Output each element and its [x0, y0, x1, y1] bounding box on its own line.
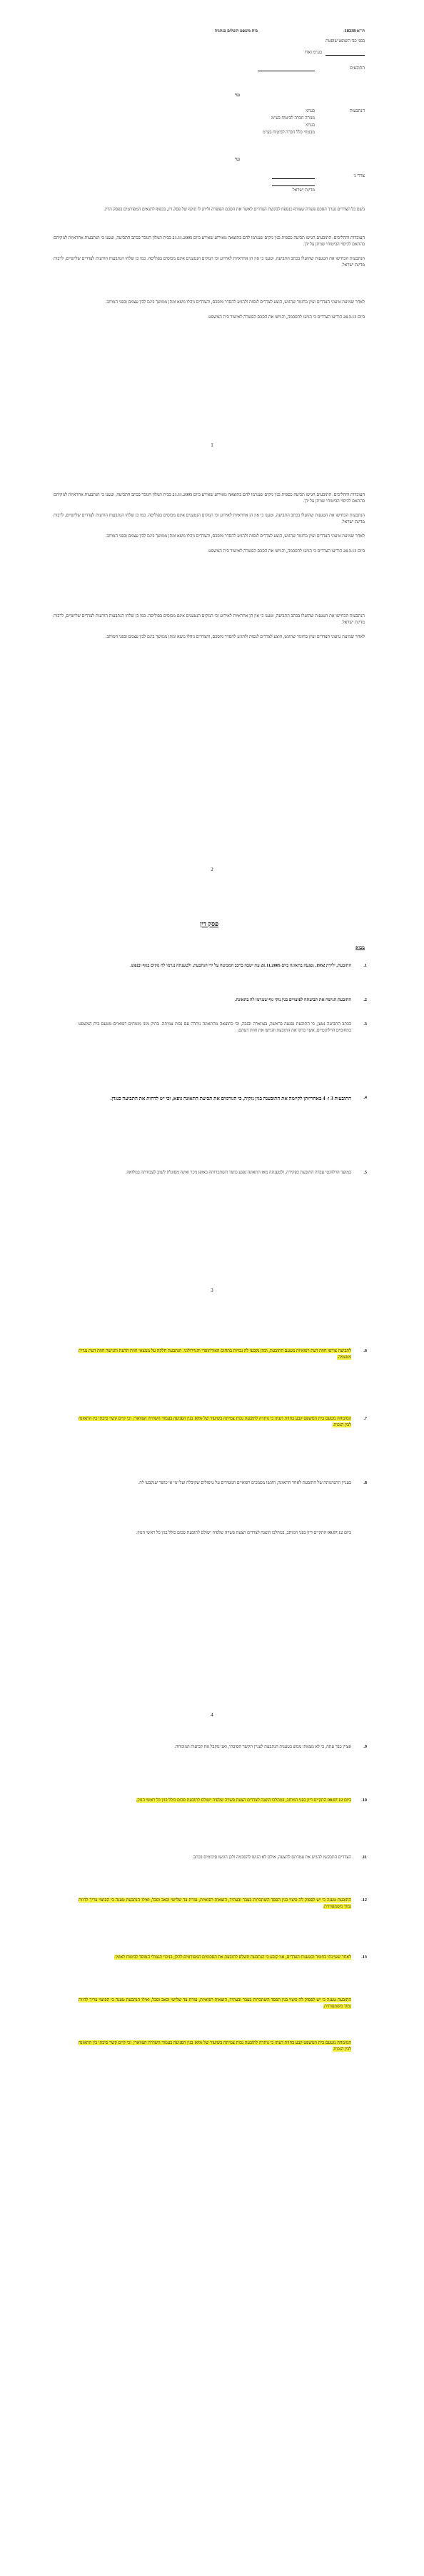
court-name: בית משפט השלום בנתניה [214, 29, 258, 34]
section-10: 10. ביום 08.07.12 התקיים דיון בפני המותב, במהלכו הוצגה לצדדים הצעת פשרה שלפיה ישולם לתובעת סכום כולל בגין כל ראשי הנזק. [136, 1798, 367, 1803]
section-3: 3. בכתב התביעה נטען, כי התובעת נפגעה בראשה, בצווארה ובגבה, וכי כתוצאה מהתאונה נותרה עם נכות צמיתה. בתיק מונו מומחים רפואיים מטעם בית המשפט בתחומים הרלוונטיים, אשר בדקו את התובעת והגישו את חוות דעתם. [79, 1022, 367, 1033]
section-6: 6. לתביעה צורפו חוות דעת רפואיות מטעם התובעת, ובהן נקבעו לה נכויות בתחום האורתופדי והנוירולוגי. הנתבעת חלקה על ממצאי חוות הדעת והגישה חוות דעת נגדית מטעמה. [79, 1348, 367, 1360]
case-number: ת"א 18238- [343, 29, 365, 34]
document-page: ת"א 18238- בית משפט השלום בנתניה בפני כב' השופט שופטת בע"מ ואח' התובעים נגד הנתבעות בע"מ מנורה חברה לביטוח בע"מ בע"מ מבטחי כלל חברה לביטוח בע"מ נגד צדדי ג' מדינת ישראל בשם כל הצדדים נערך הסכם פשרה שצורף כנספח לבקשת הצדדים לאשר את הסכם הפשרה וליתן לו תוקף של פסק דין, בכפוף לתנאים המפורטים בפסק הדין. העובדות וההליכים: התובעים הגישו תביעה כספית בגין נזקים שנגרמו להם כתוצאה מאירוע שאירע ביום 21.11.2005 בבית המלון הנזכר בכתב התביעה, וטענו כי הנתבעות אחראיות לנזקיהם בהתאם לכיסוי הביטוחי שניתן על ידן. הנתבעות הכחישו את הטענות שהועלו בכתב התביעה, וטענו כי אין הן אחראיות לאירוע וכי הנזקים הנטענים אינם מכוסים בפוליסה. כמו כן שלחו הנתבעות הודעות לצדדים שלישיים, לרבות מדינת ישראל. לאחר שמיעת טיעוני הצדדים ועיון בחומר שהוגש, הוצע לצדדים לנסות ולהגיע להסדר מוסכם, והצדדים ניהלו משא ומתן ממושך בינם לבין עצמם ובפני המותב. ביום 24.3.13 הודיעו הצדדים כי הגיעו להסכמה, והגישו את הסכם הפשרה לאישור בית המשפט. 1 העובדות וההליכים: התובעים הגישו תביעה כספית בגין נזקים שנגרמו להם כתוצאה מאירוע שאירע ביום 21.11.2005 בבית המלון הנזכר בכתב התביעה, וטענו כי הנתבעות אחראיות לנזקיהם בהתאם לכיסוי הביטוחי שניתן על ידן. הנתבעות הכחישו את הטענות שהועלו בכתב התביעה, וטענו כי אין הן אחראיות לאירוע וכי הנזקים הנטענים אינם מכוסים בפוליסה. כמו כן שלחו הנתבעות הודעות לצדדים שלישיים, לרבות מדינת ישראל. לאחר שמיעת טיעוני הצדדים ועיון בחומר שהוגש, הוצע לצדדים לנסות ולהגיע להסדר מוסכם, והצדדים ניהלו משא ומתן ממושך בינם לבין עצמם ובפני המותב. ביום 24.3.13 הודיעו הצדדים כי הגיעו להסכמה, והגישו את הסכם הפשרה לאישור בית המשפט. הנתבעות הכחישו את הטענות שהועלו בכתב התביעה, וטענו כי אין הן אחראיות לאירוע וכי הנזקים הנטענים אינם מכוסים בפוליסה. כמו כן שלחו הנתבעות הודעות לצדדים שלישיים, לרבות מדינת ישראל. לאחר שמיעת טיעוני הצדדים ועיון בחומר שהוגש, הוצע לצדדים לנסות ולהגיע להסדר מוסכם, והצדדים ניהלו משא ומתן ממושך בינם לבין עצמם ובפני המותב. 2 פסק דין מבוא 1. התובעת, ילידת 1952, נפגעה בתאונה ביום 21.11.2005 עת ישבה ברכב המבוטח על ידי הנתבעת, ולטענתה נגרמו לה נזקים בגוף ובנפש. 2. התובעת הגישה את תביעתה לפיצויים בגין נזקי גוף שנגרמו לה בתאונה. 3. בכתב התביעה נטען, כי התובעת נפגעה בראשה, בצווארה ובגבה, וכי כתוצאה מהתאונה נותרה עם נכות צמיתה. בתיק מונו מומחים רפואיים מטעם בית המשפט בתחומים הרלוונטיים, אשר בדקו את התובעת והגישו את חוות דעתם. 4. התובעות 3 ו- 4 באחריותן לקיומה את התובענה בגין נזקיה, כי הגורמים את תביעת התאונה גופא, וכי יש לדחות את התביעה כנגדן. 5. במועד הרלוונטי עבדה התובעת כפקידה, ולטענתה מאז התאונה נפגע כושר השתכרותה באופן ניכר ואינה מסוגלת לשוב לעבודתה במלואה. 3 6. לתביעה צורפו חוות דעת רפואיות מטעם התובעת, ובהן נקבעו לה נכויות בתחום האורתופדי והנוירולוגי. הנתבעת חלקה על ממצאי חוות הדעת והגישה חוות דעת נגדית מטעמה. 7. המומחה מטעם בית המשפט קבע בחוות דעתו כי נותרה לתובעת נכות צמיתה בשיעור של 10% בגין הפגיעה בעמוד השדרה הצווארי, וכי קיים קשר סיבתי בין התאונה לבין הנכות. 8. בעניין התנהגותה של התובעת לאחר התאונה, הוגשו מסמכים רפואיים המעידים על טיפולים שקיבלה ועל ימי אי כושר שנקבעו לה. ביום 08.07.12 התקיים דיון בפני המותב, במהלכו הוצגה לצדדים הצעת פשרה שלפיה ישולם לתובעת סכום כולל בגין כל ראשי הנזק. 4 9. אציין כבר עתה, כי לא מצאתי ממש בטענות הנתבעת לעניין הקשר הסיבתי, ואני מקבל את קביעות המומחה. 10. ביום 08.07.12 התקיים דיון בפני המותב, במהלכו הוצגה לצדדים הצעת פשרה שלפיה ישולם לתובעת סכום כולל בגין כל ראשי הנזק. 11. הצדדים התבקשו להגיש את עמדתם להצעה, אולם לא הגיעו להסכמה ולכן הוגשו סיכומים בכתב. 12. התובעת טענה כי יש לפסוק לה פיצוי בגין הפסד השתכרות בעבר ובעתיד, הוצאות רפואיות, עזרת צד שלישי וכאב וסבל, ואילו הנתבעת טענה כי הפיצוי צריך להיות נמוך משמעותית. 13. לאחר שעיינתי בחומר ובטענות הצדדים, אני קובע כי הנתבעת תשלם לתובעת את הסכומים המפורטים להלן, בניכוי תגמולי המוסד לביטוח לאומי. התובעת טענה כי יש לפסוק לה פיצוי בגין הפסד השתכרות בעבר ובעתיד, הוצאות רפואיות, עזרת צד שלישי וכאב וסבל, ואילו הנתבעת טענה כי הפיצוי צריך להיות נמוך משמעותית. המומחה מטעם בית המשפט קבע בחוות דעתו כי נותרה לתובעת נכות צמיתה בשיעור של 10% בגין הפגיעה בעמוד השדרה הצווארי, וכי קיים קשר סיבתי בין התאונה לבין הנכות. [0, 0, 424, 2576]
section-13c: המומחה מטעם בית המשפט קבע בחוות דעתו כי נותרה לתובעת נכות צמיתה בשיעור של 10% בגין הפגיעה בעמוד השדרה הצווארי, וכי קיים קשר סיבתי בין התאונה לבין הנכות. [79, 2040, 351, 2052]
versus-2: נגד [234, 157, 240, 162]
section-7: 7. המומחה מטעם בית המשפט קבע בחוות דעתו כי נותרה לתובעת נכות צמיתה בשיעור של 10% בגין הפגיעה בעמוד השדרה הצווארי, וכי קיים קשר סיבתי בין התאונה לבין הנכות. [79, 1416, 367, 1427]
intro-paragraphs: העובדות וההליכים: התובעים הגישו תביעה כספית בגין נזקים שנגרמו להם כתוצאה מאירוע שאירע ביום 21.11.2005 בבית המלון הנזכר בכתב התביעה, וטענו כי הנתבעות אחראיות לנזקיהם בהתאם לכיסוי הביטוחי שניתן על ידן. הנתבעות הכחישו את הטענות שהועלו בכתב התביעה, וטענו כי אין הן אחראיות לאירוע וכי הנזקים הנטענים אינם מכוסים בפוליסה. כמו כן שלחו הנתבעות הודעות לצדדים שלישיים, לרבות מדינת ישראל. [54, 235, 365, 268]
section-1: 1. התובעת, ילידת 1952, נפגעה בתאונה ביום 21.11.2005 עת ישבה ברכב המבוטח על ידי הנתבעת, ולטענתה נגרמו לה נזקים בגוף ובנפש. [130, 963, 367, 968]
case-header: ת"א 18238- בית משפט השלום בנתניה בפני כב' השופט שופטת בע"מ ואח' התובעים נגד הנתבעות בע"מ מנורה חברה לביטוח בע"מ בע"מ מבטחי כלל חברה לביטוח בע"מ נגד צדדי ג' מדינת ישראל בשם כל הצדדים נערך הסכם פשרה שצורף כנספח לבקשת הצדדים לאשר את הסכם הפשרה וליתן לו תוקף של פסק דין, בכפוף לתנאים המפורטים בפסק הדין. [54, 29, 365, 235]
section-8b: ביום 08.07.12 התקיים דיון בפני המותב, במהלכו הוצגה לצדדים הצעת פשרה שלפיה ישולם לתובעת סכום כולל בגין כל ראשי הנזק. [136, 1530, 351, 1535]
header-intro: בשם כל הצדדים נערך הסכם פשרה שצורף כנספח לבקשת הצדדים לאשר את הסכם הפשרה וליתן לו תוקף של פסק דין, בכפוף לתנאים המפורטים בפסק הדין. [104, 207, 365, 212]
section-4: 4. התובעות 3 ו- 4 באחריותן לקיומה את התובענה בגין נזקיה, כי הגורמים את תביעת התאונה גופא, וכי יש לדחות את התביעה כנגדן. [110, 1095, 367, 1101]
plaintiff-label: בע"מ ואח' [304, 50, 322, 55]
section-11: 11. הצדדים התבקשו להגיש את עמדתם להצעה, אולם לא הגיעו להסכמה ולכן הוגשו סיכומים בכתב. [192, 1855, 367, 1860]
plaintiffs-side-label: התובעים [350, 66, 365, 71]
mavo-heading: מבוא [355, 945, 365, 950]
plaintiff-blank [325, 50, 365, 56]
verdict-title: פסק דין [199, 920, 219, 927]
page-number-1: 1 [211, 442, 213, 448]
section-2: 2. התובעת הגישה את תביעתה לפיצויים בגין נזקי גוף שנגרמו לה בתאונה. [235, 997, 367, 1002]
defendants-label: הנתבעות [349, 108, 365, 113]
third-parties-label: צדדי ג' [353, 173, 365, 178]
page-2-text: העובדות וההליכים: התובעים הגישו תביעה כספית בגין נזקים שנגרמו להם כתוצאה מאירוע שאירע ביום 21.11.2005 בבית המלון הנזכר בכתב התביעה, וטענו כי הנתבעות אחראיות לנזקיהם בהתאם לכיסוי הביטוחי שניתן על ידן. הנתבעות הכחישו את הטענות שהועלו בכתב התביעה, וטענו כי אין הן אחראיות לאירוע וכי הנזקים הנטענים אינם מכוסים בפוליסה. כמו כן שלחו הנתבעות הודעות לצדדים שלישיים, לרבות מדינת ישראל. לאחר שמיעת טיעוני הצדדים ועיון בחומר שהוגש, הוצע לצדדים לנסות ולהגיע להסדר מוסכם, והצדדים ניהלו משא ומתן ממושך בינם לבין עצמם ובפני המותב. ביום 24.3.13 הודיעו הצדדים כי הגיעו להסכמה, והגישו את הסכם הפשרה לאישור בית המשפט. [54, 492, 365, 554]
versus-1: נגד [234, 93, 240, 98]
page-number-4: 4 [211, 1712, 213, 1718]
section-13: 13. לאחר שעיינתי בחומר ובטענות הצדדים, אני קובע כי הנתבעת תשלם לתובעת את הסכומים המפורטים להלן, בניכוי תגמולי המוסד לביטוח לאומי. [114, 1955, 367, 1960]
page-number-2: 2 [211, 867, 213, 872]
section-13b: התובעת טענה כי יש לפסוק לה פיצוי בגין הפסד השתכרות בעבר ובעתיד, הוצאות רפואיות, עזרת צד שלישי וכאב וסבל, ואילו הנתבעת טענה כי הפיצוי צריך להיות נמוך משמעותית. [79, 1997, 351, 2009]
section-9: 9. אציין כבר עתה, כי לא מצאתי ממש בטענות הנתבעת לעניין הקשר הסיבתי, ואני מקבל את קביעות המומחה. [174, 1744, 367, 1749]
page-number-3: 3 [211, 1288, 213, 1293]
section-12: 12. התובעת טענה כי יש לפסוק לה פיצוי בגין הפסד השתכרות בעבר ובעתיד, הוצאות רפואיות, עזרת צד שלישי וכאב וסבל, ואילו הנתבעת טענה כי הפיצוי צריך להיות נמוך משמעותית. [79, 1898, 367, 1909]
judge-line: בפני כב' השופט שופטת [325, 39, 365, 44]
section-8: 8. בעניין התנהגותה של התובעת לאחר התאונה, הוגשו מסמכים רפואיים המעידים על טיפולים שקיבלה ועל ימי אי כושר שנקבעו לה. [138, 1480, 367, 1485]
section-5: 5. במועד הרלוונטי עבדה התובעת כפקידה, ולטענתה מאז התאונה נפגע כושר השתכרותה באופן ניכר ואינה מסוגלת לשוב לעבודתה במלואה. [125, 1170, 367, 1175]
